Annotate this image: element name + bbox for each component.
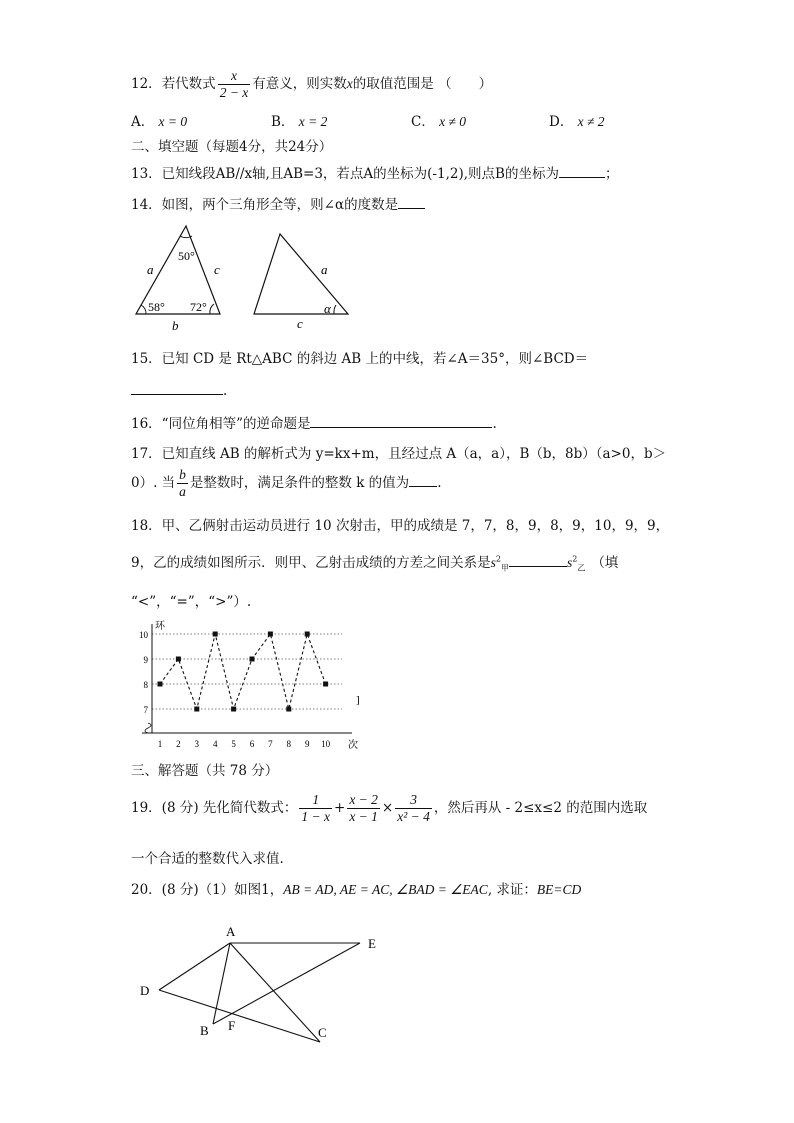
data-point-7 [268, 632, 273, 637]
q14-text: 14．如图，两个三角形全等，则∠α的度数是 [131, 193, 425, 213]
axis-break-mark [145, 723, 151, 733]
angle-br-arc [210, 304, 214, 314]
q12-option-c[interactable]: C． x ≠ 0 [411, 114, 467, 130]
angle-alpha-arc [334, 305, 336, 314]
q19-frac-1: $\frac{1}{1 - x}$ [301, 792, 330, 824]
data-point-5 [231, 707, 236, 712]
label-side-c-left: c [214, 262, 220, 277]
q13-text: 13．已知线段AB//x轴,且AB=3，若点A的坐标为(-1,2),则点B的坐标为 ； [131, 162, 618, 182]
x-axis-label: 次 [348, 740, 358, 750]
label-side-b-left: b [172, 318, 179, 333]
q12-option-d[interactable]: D． x ≠ 2 [549, 114, 605, 130]
q14-answer-blank[interactable] [398, 194, 425, 209]
label-side-a-left: a [147, 262, 154, 277]
segment-AD [159, 943, 230, 990]
q15-answer-blank[interactable] [131, 380, 223, 395]
q19-text-line2: 一个合适的整数代入求值. [131, 851, 284, 867]
q12-number: 12． [131, 76, 162, 92]
x-tick-label-5: 5 [231, 739, 236, 749]
x-tick-label-1: 1 [157, 739, 163, 749]
section-solve-heading: 三、解答题（共 78 分） [131, 763, 279, 779]
q12-option-a[interactable]: A． x = 0 [131, 114, 188, 130]
data-point-4 [213, 632, 218, 637]
q18-score-line-chart [128, 620, 368, 750]
q18-text-line2: 9，乙的成绩如图所示．则甲、乙射击成绩的方差之间关系是$s^2_甲$ $s^2_乙$ （填 [131, 551, 618, 574]
point-label-B: B [200, 1023, 209, 1038]
q19-frac-2: $\frac{x - 2}{x - 1}$ [349, 792, 378, 824]
chart-bracket: ] [356, 694, 360, 706]
y-axis-label: 环 [155, 621, 165, 632]
label-72: 72° [190, 300, 207, 314]
data-point-2 [176, 657, 181, 662]
q20-text: 20．(8 分)（1）如图1，AB = AD, AE = AC, ∠BAD = ∠EAC, 求证：BE=CD [131, 882, 582, 898]
q19-frac-3: $\frac{3}{\text{x² − 4}}$ [397, 792, 430, 824]
q13-answer-blank[interactable] [559, 163, 605, 178]
series-line [160, 634, 326, 709]
q14-triangles-figure [128, 222, 358, 334]
y-tick-label-9: 9 [143, 655, 148, 665]
label-50: 50° [178, 249, 195, 263]
data-point-9 [305, 632, 310, 637]
q17-answer-blank[interactable] [409, 472, 437, 487]
x-tick-label-9: 9 [304, 739, 310, 749]
section-fill-in-heading: 二、填空题（每题4分，共24分） [131, 139, 333, 155]
q17-text-line2: 0）. 当 $\frac{b}{a}$ 是整数时，满足条件的整数 k 的值为 . [131, 467, 442, 499]
segment-BE [213, 943, 360, 1024]
q12-variable: x [346, 76, 353, 91]
q16-answer-blank[interactable] [310, 413, 492, 428]
data-point-1 [158, 682, 163, 687]
q19-expression: 19．(8 分) 先化简代数式： $\frac{1}{1 - x}$ + $\frac{x - 2}{x - 1}$ × $\frac{3}{\text{x² − 4}}$ ，然后再从 - 2≤x≤2 的范围内选取 [131, 792, 648, 824]
q16-text: 16．“同位角相等”的逆命题是 . [131, 412, 497, 432]
q12-option-b[interactable]: B． x = 2 [271, 114, 328, 130]
q12-frac-denominator: 2 − x [219, 85, 249, 100]
x-tick-label-10: 10 [321, 739, 331, 749]
data-point-6 [250, 657, 255, 662]
q20-geometry-figure [130, 920, 390, 1050]
q12-stem [131, 64, 492, 104]
q15-text: 15．已知 CD 是 Rt△ABC 的斜边 AB 上的中线，若∠A＝35°，则∠BCD＝ [131, 351, 589, 367]
data-point-3 [194, 707, 199, 712]
q18-answer-blank[interactable] [509, 552, 567, 567]
x-tick-label-7: 7 [268, 739, 273, 749]
y-tick-label-10: 10 [139, 630, 148, 640]
x-tick-label-8: 8 [286, 739, 292, 749]
point-label-F: F [228, 1018, 236, 1033]
y-tick-label-8: 8 [143, 680, 148, 690]
label-58: 58° [148, 300, 165, 314]
y-tick-label-7: 7 [143, 705, 148, 715]
q18-text-line3: “<”，“=”，“>”）. [131, 594, 252, 610]
q17-text-line1: 17．已知直线 AB 的解析式为 y=kx+m，且经过点 A（a，a），B（b，8b）（a>0，b＞ [131, 446, 667, 462]
label-alpha: α [324, 301, 331, 316]
x-tick-label-3: 3 [194, 739, 200, 749]
point-label-E: E [368, 936, 376, 951]
point-label-C: C [318, 1025, 327, 1040]
q12-text-pre: 若代数式 [161, 76, 216, 92]
q17-fraction: $\frac{b}{a}$ [179, 467, 186, 499]
x-tick-label-2: 2 [176, 739, 181, 749]
x-tick-label-4: 4 [212, 739, 218, 749]
angle-bl-arc [141, 305, 146, 314]
q18-text-line1: 18．甲、乙俩射击运动员进行 10 次射击，甲的成绩是 7，7，8，9，8，9，10，9，9， [131, 518, 670, 534]
data-point-8 [286, 707, 291, 712]
q12-frac-numerator: x [218, 68, 251, 85]
point-label-D: D [140, 983, 150, 998]
q12-text-post2: 的取值范围是 （ ） [352, 76, 493, 92]
point-label-A: A [226, 924, 236, 939]
q15-answer-line: . [131, 380, 227, 399]
data-point-10 [323, 682, 328, 687]
x-tick-label-6: 6 [249, 739, 255, 749]
label-side-a-right: a [321, 262, 328, 277]
q12-fraction [218, 68, 251, 101]
triangle-right [254, 234, 348, 314]
label-side-c-right: c [297, 316, 303, 331]
q12-text-post: 有意义，则实数 [252, 76, 347, 92]
